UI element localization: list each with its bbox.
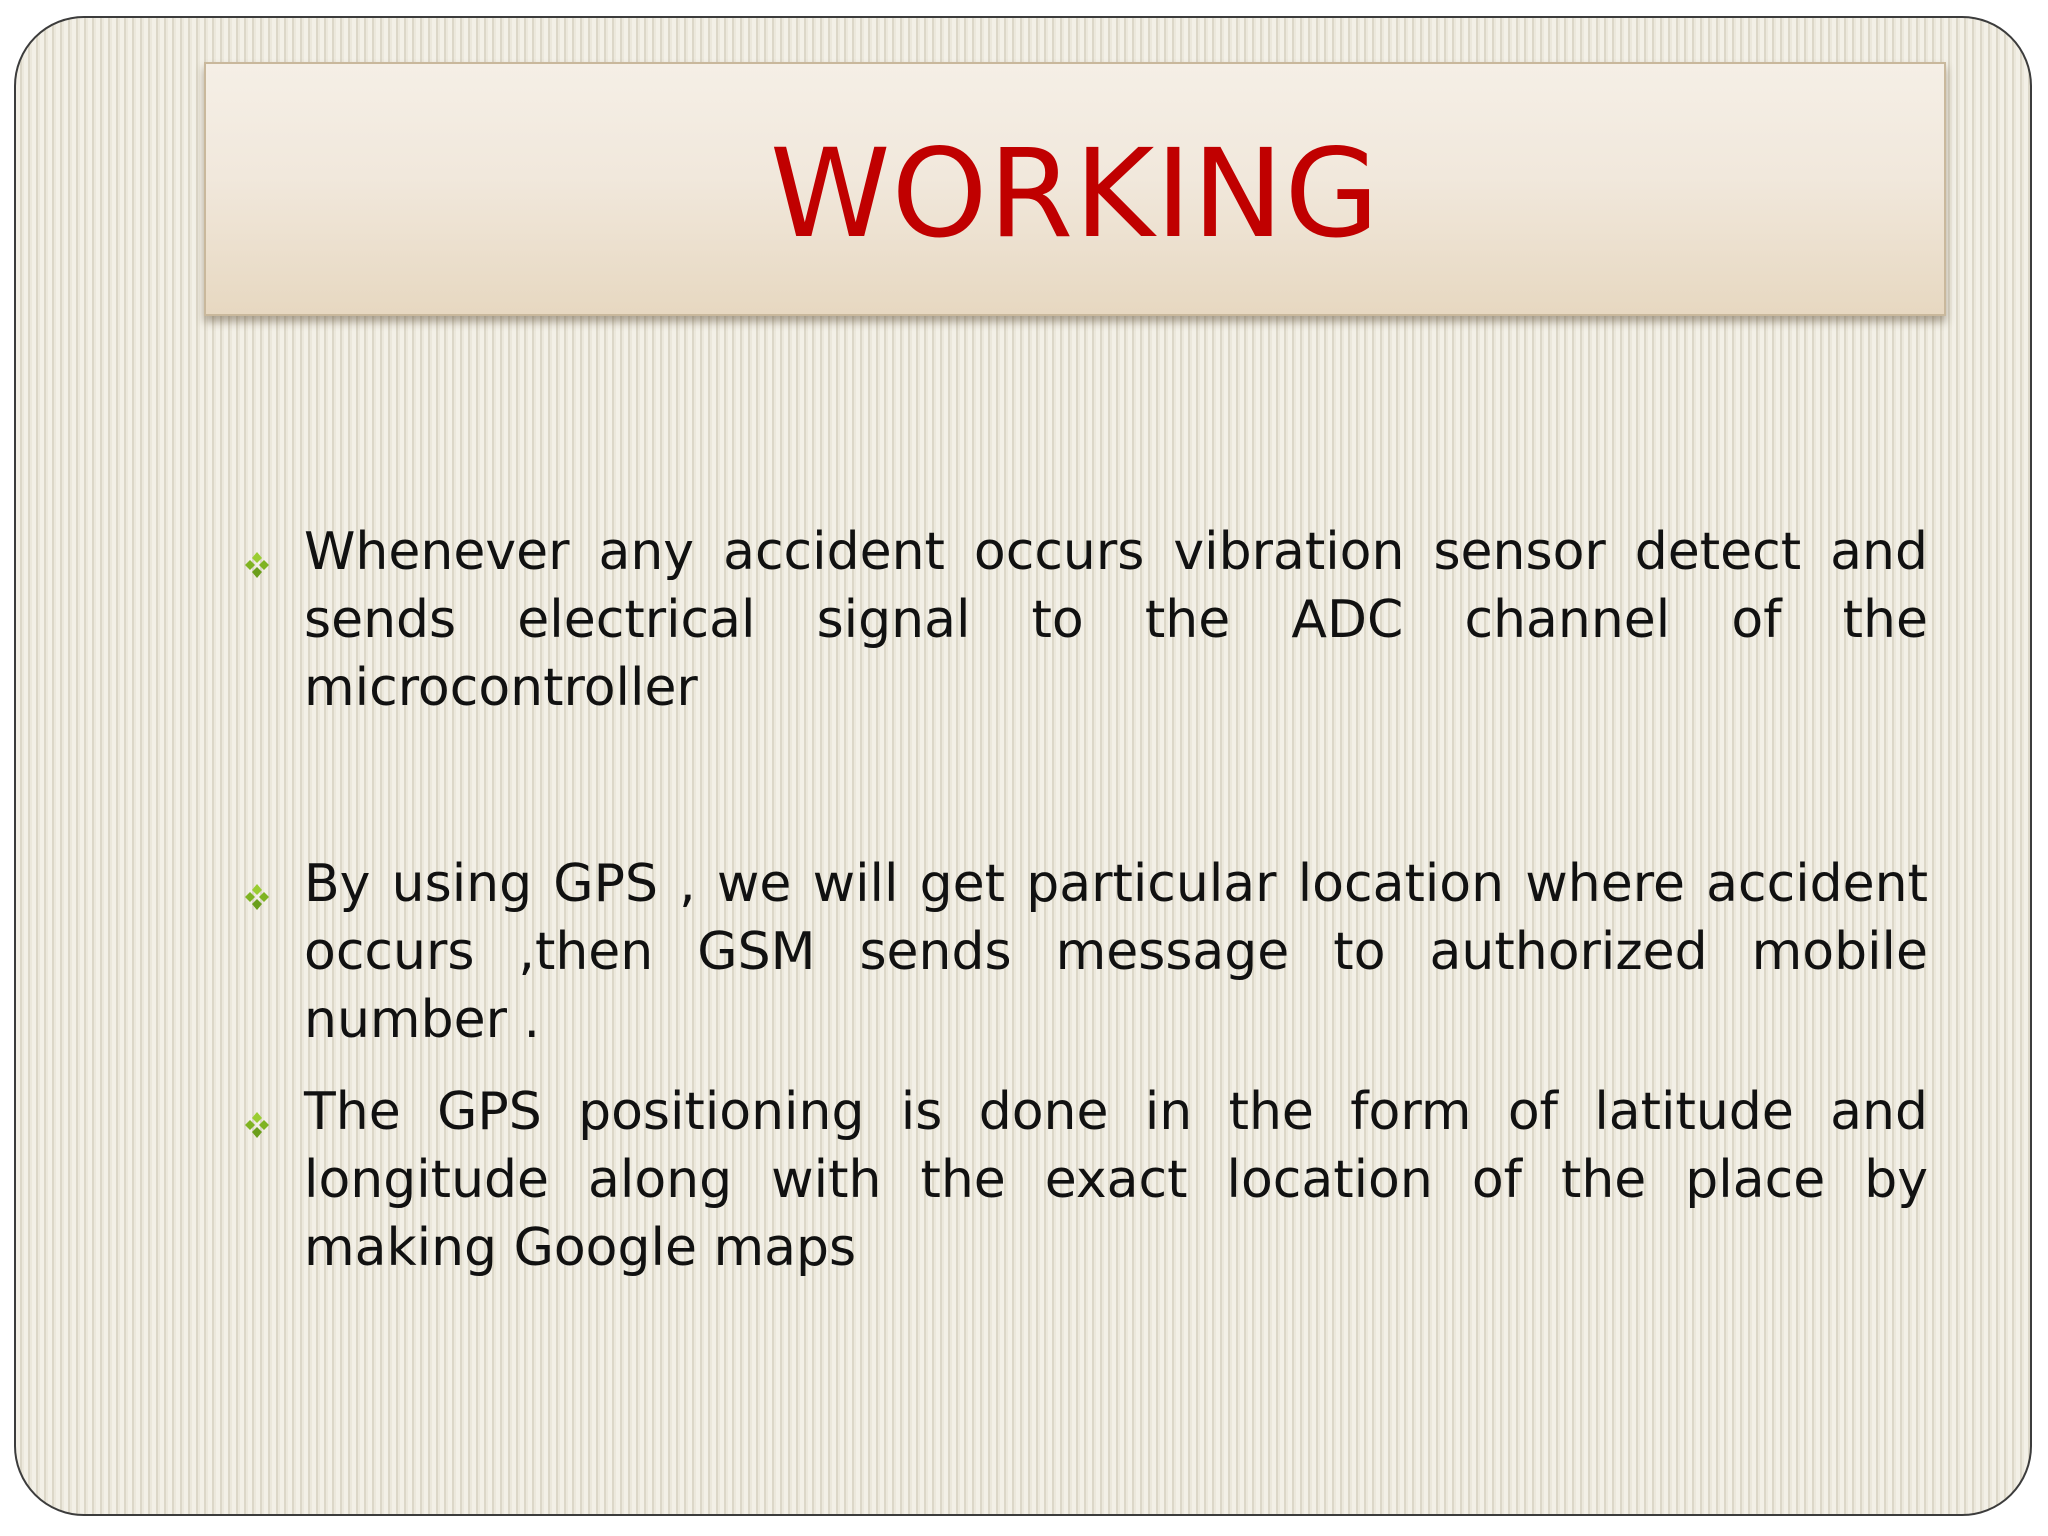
bullet-text: By using GPS , we will get particular location where accident occurs ,then GSM sends message to authorized mobile number . xyxy=(304,854,1928,1050)
bullet-item xyxy=(228,850,1928,1054)
bullet-text: Whenever any accident occurs vibration sensor detect and sends electrical signal to the ADC channel of the microcontroller xyxy=(304,522,1928,718)
bullet-item xyxy=(228,518,1928,722)
four-diamond-bullet-icon xyxy=(242,1110,272,1140)
slide xyxy=(14,16,2032,1516)
bullet-list xyxy=(228,518,1928,1282)
slide-title: WORKING xyxy=(769,123,1381,265)
bullet-item xyxy=(228,1078,1928,1282)
four-diamond-bullet-icon xyxy=(242,882,272,912)
title-box xyxy=(204,62,1946,316)
four-diamond-bullet-icon xyxy=(242,550,272,580)
bullet-text: The GPS positioning is done in the form of latitude and longitude along with the exact location of the place by making Google maps xyxy=(304,1082,1928,1278)
